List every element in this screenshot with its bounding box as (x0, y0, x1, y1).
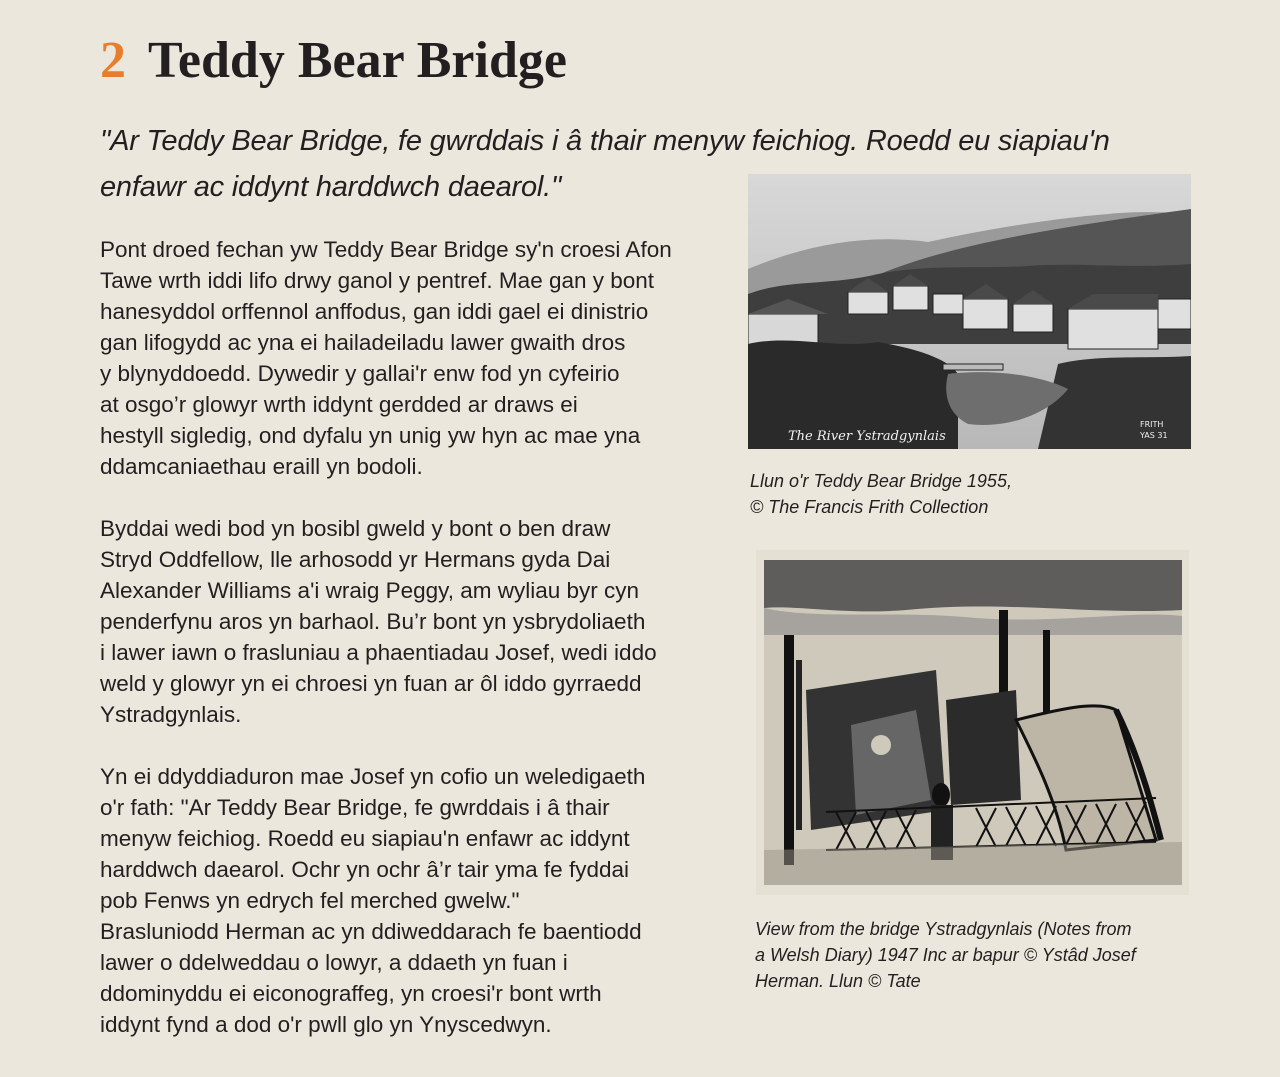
text-line: pob Fenws yn edrych fel merched gwelw." (100, 888, 520, 913)
photo-caption (750, 468, 1190, 520)
page-heading (100, 30, 567, 92)
text-line: iddynt fynd a dod o'r pwll glo yn Ynyscedwyn. (100, 1012, 552, 1037)
text-line: Byddai wedi bod yn bosibl gweld y bont o ben draw (100, 516, 611, 541)
text-line: i lawer iawn o frasluniau a phaentiadau Josef, wedi iddo (100, 640, 657, 665)
pull-quote-line: enfawr ac iddynt harddwch daearol." (100, 171, 562, 203)
caption-line: a Welsh Diary) 1947 Inc ar bapur © Ystâd Josef (755, 945, 1136, 965)
drawing-artwork (756, 550, 1189, 895)
section-number: 2 (100, 32, 126, 89)
paragraph-1 (100, 234, 740, 482)
text-line: ddamcaniaethau eraill yn bodoli. (100, 454, 423, 479)
pull-quote-line: "Ar Teddy Bear Bridge, fe gwrddais i â thair menyw feichiog. Roedd eu siapiau'n (100, 125, 1110, 157)
text-line: hestyll sigledig, ond dyfalu yn unig yw hyn ac mae yna (100, 423, 641, 448)
text-line: Yn ei ddyddiaduron mae Josef yn cofio un weledigaeth (100, 764, 646, 789)
text-line: gan lifogydd ac yna ei hailadeiladu lawer gwaith dros (100, 330, 626, 355)
caption-line: Herman. Llun © Tate (755, 971, 921, 991)
page-title: Teddy Bear Bridge (148, 32, 567, 89)
text-line: penderfynu aros yn barhaol. Bu’r bont yn ysbrydoliaeth (100, 609, 646, 634)
paragraph-3 (100, 761, 740, 1040)
photo-inscription-mark: FRITH (1140, 420, 1164, 429)
text-line: Alexander Williams a'i wraig Peggy, am wyliau byr cyn (100, 578, 640, 603)
text-line: y blynyddoedd. Dywedir y gallai'r enw fod yn cyfeirio (100, 361, 620, 386)
photograph-artwork (748, 174, 1191, 449)
caption-line: View from the bridge Ystradgynlais (Notes from (755, 919, 1132, 939)
text-line: harddwch daearol. Ochr yn ochr â’r tair yma fe fyddai (100, 857, 629, 882)
text-line: ddominyddu ei eiconograffeg, yn croesi'r bont wrth (100, 981, 602, 1006)
text-line: Pont droed fechan yw Teddy Bear Bridge sy'n croesi Afon (100, 237, 672, 262)
bridge-photograph (748, 174, 1191, 449)
text-line: menyw feichiog. Roedd eu siapiau'n enfawr ac iddynt (100, 826, 630, 851)
text-line: hanesyddol orffennol anffodus, gan iddi gael ei dinistrio (100, 299, 649, 324)
drawing-caption (755, 916, 1185, 994)
text-line: weld y glowyr yn ei chroesi yn fuan ar ôl iddo gyrraedd (100, 671, 642, 696)
caption-line: Llun o'r Teddy Bear Bridge 1955, (750, 471, 1012, 491)
text-line: lawer o ddelweddau o lowyr, a ddaeth yn fuan i (100, 950, 568, 975)
body-text (100, 234, 740, 1071)
photo-inscription: The River Ystradgynlais (788, 429, 946, 444)
text-line: Brasluniodd Herman ac yn ddiweddarach fe baentiodd (100, 919, 642, 944)
photo-inscription-number: YAS 31 (1140, 431, 1168, 440)
text-line: at osgo’r glowyr wrth iddynt gerdded ar draws ei (100, 392, 578, 417)
text-line: Tawe wrth iddi lifo drwy ganol y pentref. Mae gan y bont (100, 268, 655, 293)
text-line: Stryd Oddfellow, lle arhosodd yr Hermans gyda Dai (100, 547, 611, 572)
ink-drawing (756, 550, 1189, 895)
text-line: o'r fath: "Ar Teddy Bear Bridge, fe gwrddais i â thair (100, 795, 610, 820)
text-line: Ystradgynlais. (100, 702, 242, 727)
caption-line: © The Francis Frith Collection (750, 497, 989, 517)
paragraph-2 (100, 513, 740, 730)
